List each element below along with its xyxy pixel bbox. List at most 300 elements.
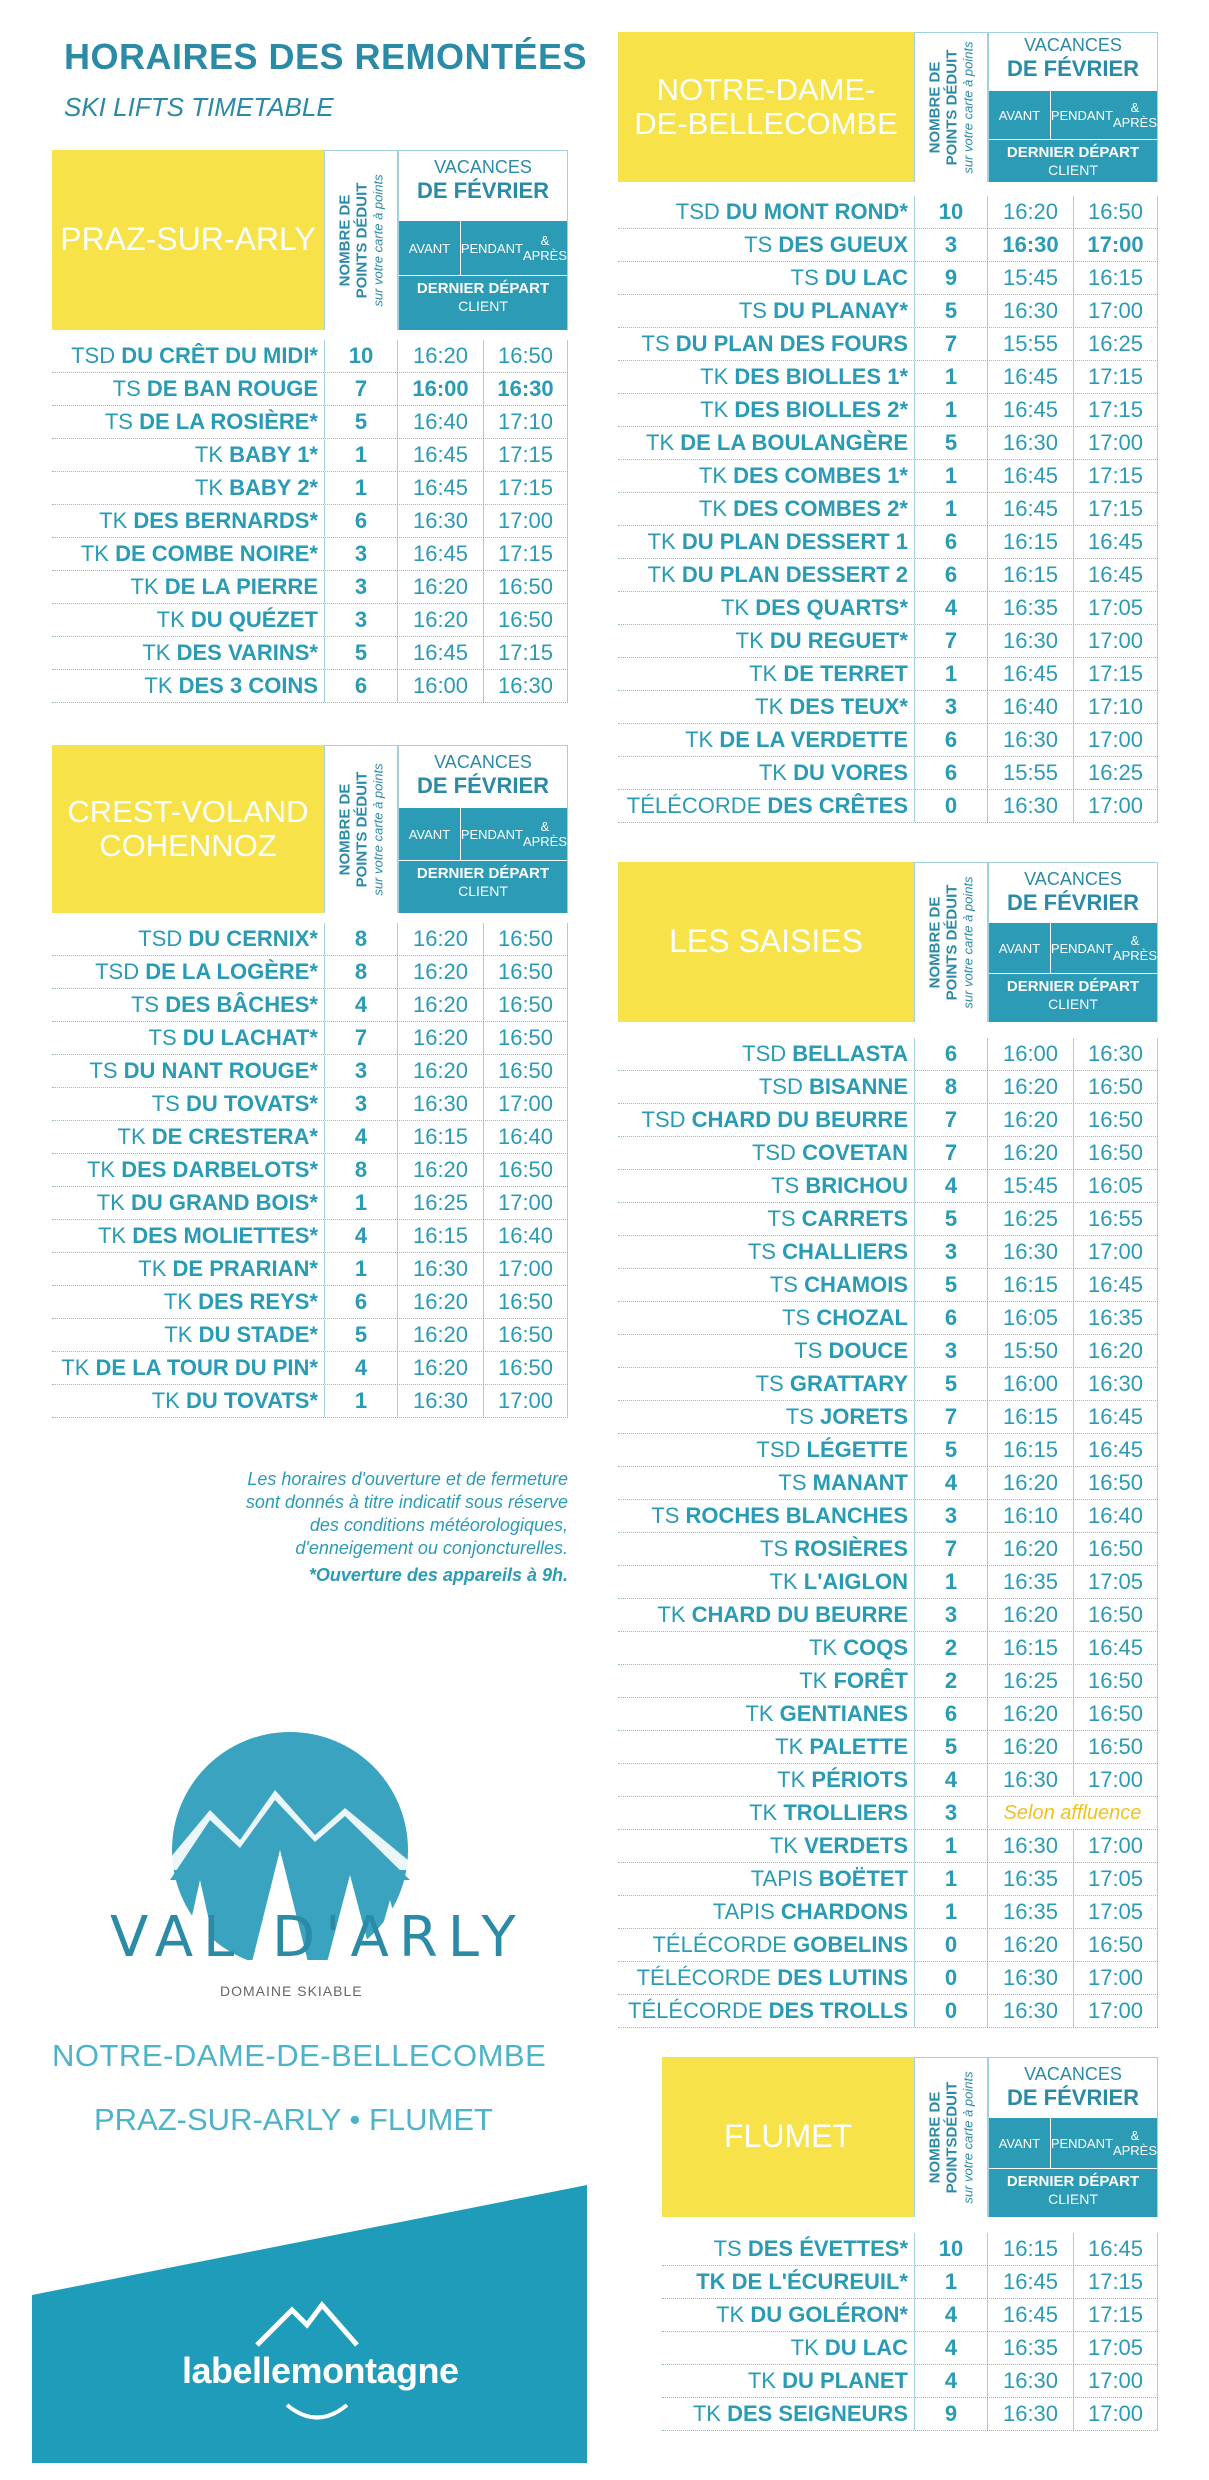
lift-label: GOBELINS bbox=[793, 1932, 908, 1957]
lift-type: TS bbox=[782, 1305, 811, 1330]
table-row bbox=[618, 1797, 1158, 1830]
lift-type: TS bbox=[794, 1338, 823, 1363]
points-cell: 2 bbox=[914, 1632, 988, 1664]
time-avant: 16:00 bbox=[412, 376, 469, 401]
lift-type: TK bbox=[698, 463, 728, 488]
lift-type: TK bbox=[86, 1157, 116, 1182]
lift-label: DU LACHAT* bbox=[182, 1025, 318, 1050]
points-cell: 7 bbox=[324, 373, 398, 405]
table-row bbox=[618, 592, 1158, 625]
vacances-header: VACANCES DE FÉVRIER AVANT PENDANT & APRÈS DERNIER DÉPART CLIENT bbox=[988, 32, 1158, 182]
lift-label: CARRETS bbox=[801, 1206, 908, 1231]
lift-name bbox=[52, 376, 324, 402]
lift-type: TK bbox=[142, 640, 171, 665]
lift-label: DU PLAN DESSERT 2 bbox=[681, 562, 908, 587]
lift-type: TÉLÉCORDE bbox=[628, 1998, 763, 2023]
time-pendant: 16:25 bbox=[1073, 757, 1158, 789]
time-pendant: 17:15 bbox=[483, 439, 568, 471]
lift-label: DU TOVATS* bbox=[185, 1091, 318, 1116]
time-avant: 16:20 bbox=[412, 607, 469, 632]
time-avant: 16:20 bbox=[412, 1289, 469, 1314]
lift-label: LÉGETTE bbox=[806, 1437, 908, 1462]
time-pendant: 17:00 bbox=[483, 1088, 568, 1120]
lift-name bbox=[618, 1965, 914, 1991]
lift-label: VERDETS bbox=[804, 1833, 908, 1858]
lift-label: DU LAC bbox=[824, 265, 908, 290]
table-row bbox=[618, 1863, 1158, 1896]
time-pendant: 17:15 bbox=[1073, 658, 1158, 690]
table-row bbox=[618, 1995, 1158, 2028]
lift-type: TK bbox=[163, 1289, 193, 1314]
lift-type: TSD bbox=[742, 1041, 787, 1066]
lift-name bbox=[52, 959, 324, 985]
lift-label: BISANNE bbox=[808, 1074, 908, 1099]
lift-label: DES ÉVETTES* bbox=[747, 2236, 908, 2261]
time-avant: 16:35 bbox=[1002, 595, 1059, 620]
time-pendant: 16:30 bbox=[483, 670, 568, 702]
lift-name bbox=[52, 1124, 324, 1150]
lift-name bbox=[618, 1173, 914, 1199]
lift-type: TSD bbox=[751, 1140, 796, 1165]
points-cell: 3 bbox=[914, 1500, 988, 1532]
points-cell: 4 bbox=[914, 2365, 988, 2397]
lift-label: DES BIOLLES 1* bbox=[734, 364, 908, 389]
points-header: NOMBRE DE POINTS DÉDUIT sur votre carte à points bbox=[324, 745, 398, 913]
lift-name bbox=[618, 1272, 914, 1298]
points-cell: 1 bbox=[914, 1896, 988, 1928]
points-cell: 7 bbox=[914, 328, 988, 360]
points-cell: 2 bbox=[914, 1665, 988, 1697]
table-row bbox=[52, 670, 568, 703]
lift-type: TS bbox=[767, 1206, 796, 1231]
table-row bbox=[618, 1170, 1158, 1203]
lift-label: DU PLAN DESSERT 1 bbox=[681, 529, 908, 554]
time-pendant: 17:00 bbox=[1073, 2365, 1158, 2397]
lift-name bbox=[618, 529, 914, 555]
points-cell: 0 bbox=[914, 1995, 988, 2027]
points-cell: 1 bbox=[914, 658, 988, 690]
time-avant: 16:05 bbox=[1002, 1305, 1059, 1330]
time-avant: 16:30 bbox=[1002, 1767, 1059, 1792]
table-row bbox=[618, 1566, 1158, 1599]
points-cell: 3 bbox=[324, 1088, 398, 1120]
time-pendant: 17:00 bbox=[483, 1385, 568, 1417]
lift-label: DU LAC bbox=[824, 2335, 908, 2360]
time-pendant: 16:40 bbox=[483, 1220, 568, 1252]
lift-label: DU TOVATS* bbox=[185, 1388, 318, 1413]
lift-type: TÉLÉCORDE bbox=[652, 1932, 787, 1957]
lift-name bbox=[52, 1190, 324, 1216]
lift-table bbox=[52, 340, 568, 703]
table-row bbox=[52, 340, 568, 373]
lift-type: TK bbox=[745, 1701, 774, 1726]
table-row bbox=[52, 1121, 568, 1154]
logo-name: VAL D'ARLY bbox=[110, 1905, 526, 1970]
lift-type: TK bbox=[698, 496, 728, 521]
time-pendant: 17:15 bbox=[1073, 2266, 1158, 2298]
lift-type: TS bbox=[769, 1272, 798, 1297]
time-avant: 16:45 bbox=[1002, 364, 1059, 389]
time-pendant: 16:20 bbox=[1073, 1335, 1158, 1367]
time-avant: 16:00 bbox=[1002, 1041, 1059, 1066]
points-cell: 3 bbox=[914, 1236, 988, 1268]
table-row bbox=[52, 923, 568, 956]
time-avant: 16:30 bbox=[1002, 727, 1059, 752]
lift-type: TK bbox=[130, 574, 159, 599]
time-avant: 16:00 bbox=[1002, 1371, 1059, 1396]
time-pendant: 17:15 bbox=[1073, 493, 1158, 525]
points-cell: 1 bbox=[324, 1385, 398, 1417]
time-avant: 16:00 bbox=[412, 673, 469, 698]
lift-label: FORÊT bbox=[833, 1668, 908, 1693]
time-avant: 16:20 bbox=[412, 926, 469, 951]
lift-name bbox=[618, 628, 914, 654]
time-avant: 16:45 bbox=[412, 640, 469, 665]
table-row bbox=[618, 460, 1158, 493]
table-row bbox=[52, 1220, 568, 1253]
points-cell: 1 bbox=[914, 2266, 988, 2298]
lift-label: DU VORES bbox=[793, 760, 908, 785]
time-pendant: 17:05 bbox=[1073, 1896, 1158, 1928]
lift-label: DU PLANET bbox=[782, 2368, 908, 2393]
points-cell: 4 bbox=[324, 989, 398, 1021]
lift-name bbox=[52, 508, 324, 534]
table-row bbox=[662, 2365, 1158, 2398]
time-avant: 16:15 bbox=[1002, 1635, 1059, 1660]
lift-type: TSD bbox=[641, 1107, 686, 1132]
lift-label: DE LA LOGÈRE* bbox=[145, 959, 318, 984]
section-notre-dame bbox=[618, 32, 1158, 823]
time-avant: 16:15 bbox=[1002, 529, 1059, 554]
lift-name bbox=[618, 463, 914, 489]
lift-type: TSD bbox=[138, 926, 183, 951]
lift-type: TSD bbox=[675, 199, 720, 224]
table-row bbox=[618, 757, 1158, 790]
lift-label: TROLLIERS bbox=[783, 1800, 908, 1825]
points-cell: 3 bbox=[324, 571, 398, 603]
table-row bbox=[618, 1071, 1158, 1104]
lift-type: TS bbox=[790, 265, 819, 290]
lift-name bbox=[618, 397, 914, 423]
points-cell: 5 bbox=[914, 1434, 988, 1466]
lift-label: BOËTET bbox=[818, 1866, 908, 1891]
points-cell: 8 bbox=[324, 1154, 398, 1186]
time-avant: 16:30 bbox=[1002, 1833, 1059, 1858]
brand-name: labellemontagne bbox=[182, 2350, 459, 2391]
lift-name bbox=[618, 1866, 914, 1892]
lift-type: TK bbox=[755, 694, 784, 719]
lift-table bbox=[52, 923, 568, 1418]
lift-type: TK bbox=[138, 1256, 167, 1281]
time-avant: 16:45 bbox=[1002, 2302, 1059, 2327]
time-pendant: 16:50 bbox=[483, 340, 568, 372]
time-pendant: 17:00 bbox=[1073, 427, 1158, 459]
time-avant: 16:20 bbox=[1002, 1074, 1059, 1099]
table-row bbox=[618, 1203, 1158, 1236]
time-avant: 16:35 bbox=[1002, 1569, 1059, 1594]
points-cell: 1 bbox=[324, 439, 398, 471]
table-row bbox=[52, 989, 568, 1022]
time-avant: 16:35 bbox=[1002, 2335, 1059, 2360]
points-cell: 7 bbox=[914, 1533, 988, 1565]
points-cell: 5 bbox=[914, 1203, 988, 1235]
lift-label: DE LA PIERRE bbox=[164, 574, 318, 599]
points-cell: 5 bbox=[914, 1368, 988, 1400]
lift-type: TÉLÉCORDE bbox=[636, 1965, 772, 1990]
lift-label: MANANT bbox=[812, 1470, 908, 1495]
lift-label: DU PLANAY* bbox=[773, 298, 908, 323]
table-row bbox=[662, 2266, 1158, 2299]
lift-type: TSD bbox=[71, 343, 116, 368]
time-avant: 16:15 bbox=[1002, 1437, 1059, 1462]
table-row bbox=[618, 625, 1158, 658]
time-avant: 16:45 bbox=[1002, 463, 1059, 488]
lift-name bbox=[618, 1536, 914, 1562]
table-row bbox=[618, 1335, 1158, 1368]
page-subtitle: SKI LIFTS TIMETABLE bbox=[64, 92, 334, 122]
lift-type: TK bbox=[700, 397, 729, 422]
time-avant: 16:30 bbox=[1002, 1965, 1059, 1990]
points-cell: 1 bbox=[914, 493, 988, 525]
lift-type: TSD bbox=[756, 1437, 801, 1462]
lift-label: DE L'ÉCUREUIL* bbox=[731, 2269, 908, 2294]
vacances-header: VACANCES DE FÉVRIER AVANT PENDANT & APRÈS DERNIER DÉPART CLIENT bbox=[398, 745, 568, 913]
table-row bbox=[52, 439, 568, 472]
time-pendant: 16:15 bbox=[1073, 262, 1158, 294]
points-cell: 4 bbox=[914, 2332, 988, 2364]
lift-label: CHARD DU BEURRE bbox=[691, 1107, 908, 1132]
lift-type: TK bbox=[96, 1190, 125, 1215]
points-cell: 3 bbox=[914, 1797, 988, 1829]
time-avant: 16:15 bbox=[1002, 2236, 1059, 2261]
time-avant: 16:35 bbox=[1002, 1866, 1059, 1891]
lift-name bbox=[618, 364, 914, 390]
time-pendant: 17:15 bbox=[483, 538, 568, 570]
time-avant: 16:20 bbox=[1002, 1701, 1059, 1726]
time-avant: 16:30 bbox=[1002, 2401, 1059, 2426]
time-pendant: 17:00 bbox=[1073, 1995, 1158, 2027]
points-cell: 6 bbox=[914, 1038, 988, 1070]
lift-label: JORETS bbox=[819, 1404, 908, 1429]
lift-type: TK bbox=[151, 1388, 180, 1413]
time-avant: 16:15 bbox=[412, 1124, 469, 1149]
lift-type: TS bbox=[778, 1470, 807, 1495]
lift-label: DES MOLIETTES* bbox=[132, 1223, 318, 1248]
points-cell: 10 bbox=[914, 196, 988, 228]
time-avant: 16:20 bbox=[412, 1058, 469, 1083]
table-row bbox=[618, 361, 1158, 394]
lift-name bbox=[618, 1668, 914, 1694]
lift-label: CHARDONS bbox=[780, 1899, 908, 1924]
time-avant: 16:45 bbox=[412, 541, 469, 566]
lift-name bbox=[618, 1437, 914, 1463]
table-row bbox=[618, 1698, 1158, 1731]
time-pendant: 16:45 bbox=[1073, 2233, 1158, 2265]
lift-label: DES GUEUX bbox=[778, 232, 908, 257]
table-row bbox=[618, 724, 1158, 757]
lift-name bbox=[618, 760, 914, 786]
lift-label: DES CRÊTES bbox=[767, 793, 908, 818]
time-pendant: 16:50 bbox=[1073, 1467, 1158, 1499]
lift-type: TK bbox=[808, 1635, 838, 1660]
vacances-header: VACANCES DE FÉVRIER AVANT PENDANT & APRÈS DERNIER DÉPART CLIENT bbox=[988, 2057, 1158, 2217]
time-avant: 16:20 bbox=[1002, 1932, 1059, 1957]
lift-type: TK bbox=[749, 661, 778, 686]
time-pendant: 16:50 bbox=[483, 1286, 568, 1318]
special-note: Selon affluence bbox=[988, 1797, 1158, 1829]
points-cell: 7 bbox=[914, 1401, 988, 1433]
resort-name: FLUMET bbox=[662, 2057, 914, 2217]
lift-name bbox=[52, 1355, 324, 1381]
points-cell: 1 bbox=[324, 1187, 398, 1219]
lift-name bbox=[52, 640, 324, 666]
points-cell: 8 bbox=[914, 1071, 988, 1103]
time-pendant: 17:00 bbox=[1073, 790, 1158, 822]
time-pendant: 16:30 bbox=[1073, 1038, 1158, 1070]
lift-name bbox=[618, 232, 914, 258]
time-pendant: 16:50 bbox=[1073, 1137, 1158, 1169]
lift-type: TK bbox=[144, 673, 173, 698]
time-avant: 16:20 bbox=[412, 343, 469, 368]
lift-name bbox=[662, 2302, 914, 2328]
time-avant: 16:30 bbox=[1002, 298, 1059, 323]
lift-name bbox=[618, 1239, 914, 1265]
points-cell: 6 bbox=[914, 526, 988, 558]
lift-label: PÉRIOTS bbox=[811, 1767, 908, 1792]
time-pendant: 17:00 bbox=[1073, 724, 1158, 756]
points-cell: 3 bbox=[914, 691, 988, 723]
lift-label: DE PRARIAN* bbox=[172, 1256, 318, 1281]
time-avant: 16:20 bbox=[412, 1025, 469, 1050]
time-avant: 16:40 bbox=[412, 409, 469, 434]
time-pendant: 16:50 bbox=[483, 923, 568, 955]
lift-name bbox=[618, 1602, 914, 1628]
time-pendant: 17:00 bbox=[1073, 1830, 1158, 1862]
points-cell: 3 bbox=[914, 229, 988, 261]
time-pendant: 17:15 bbox=[1073, 460, 1158, 492]
lift-name bbox=[52, 541, 324, 567]
time-pendant: 17:00 bbox=[483, 1187, 568, 1219]
lift-name bbox=[618, 1404, 914, 1430]
lift-type: TK bbox=[790, 2335, 819, 2360]
lift-name bbox=[662, 2269, 914, 2295]
lift-label: DES SEIGNEURS bbox=[727, 2401, 908, 2426]
table-row bbox=[618, 1104, 1158, 1137]
lift-type: TS bbox=[641, 331, 670, 356]
time-pendant: 17:00 bbox=[483, 1253, 568, 1285]
lift-type: TK bbox=[777, 1767, 806, 1792]
brand-banner bbox=[32, 2185, 587, 2463]
table-row bbox=[662, 2398, 1158, 2431]
lift-label: COVETAN bbox=[802, 1140, 908, 1165]
lift-type: TAPIS bbox=[712, 1899, 775, 1924]
lift-name bbox=[618, 1932, 914, 1958]
lift-type: TSD bbox=[758, 1074, 803, 1099]
points-cell: 3 bbox=[324, 1055, 398, 1087]
table-row bbox=[618, 658, 1158, 691]
time-pendant: 17:10 bbox=[483, 406, 568, 438]
time-pendant: 16:45 bbox=[1073, 559, 1158, 591]
lift-type: TK bbox=[164, 1322, 193, 1347]
lift-label: DES VARINS* bbox=[176, 640, 318, 665]
points-header: NOMBRE DE POINTS DÉDUIT sur votre carte à points bbox=[324, 150, 398, 330]
lift-name bbox=[618, 331, 914, 357]
time-avant: 16:30 bbox=[412, 508, 469, 533]
table-row bbox=[618, 493, 1158, 526]
table-row bbox=[52, 373, 568, 406]
table-row bbox=[618, 1962, 1158, 1995]
time-avant: 15:45 bbox=[1002, 265, 1059, 290]
lift-label: PALETTE bbox=[809, 1734, 908, 1759]
lift-name bbox=[618, 1305, 914, 1331]
time-avant: 16:30 bbox=[1002, 1239, 1059, 1264]
time-pendant: 16:50 bbox=[1073, 1698, 1158, 1730]
time-avant: 16:20 bbox=[1002, 1140, 1059, 1165]
lift-label: DES DARBELOTS* bbox=[121, 1157, 318, 1182]
time-avant: 16:20 bbox=[412, 574, 469, 599]
time-avant: 16:45 bbox=[412, 475, 469, 500]
lift-type: TK bbox=[61, 1355, 90, 1380]
lift-name bbox=[52, 1322, 324, 1348]
lift-type: TS bbox=[738, 298, 767, 323]
lift-type: TAPIS bbox=[750, 1866, 813, 1891]
table-row bbox=[618, 1896, 1158, 1929]
lift-type: TK bbox=[799, 1668, 828, 1693]
table-row bbox=[618, 790, 1158, 823]
table-row bbox=[618, 1236, 1158, 1269]
lift-label: DES BIOLLES 2* bbox=[734, 397, 908, 422]
lift-label: DU CRÊT DU MIDI* bbox=[121, 343, 318, 368]
lift-type: TS bbox=[713, 2236, 742, 2261]
lift-type: TS bbox=[771, 1173, 800, 1198]
lift-label: DU PLAN DES FOURS bbox=[675, 331, 908, 356]
lift-label: DU CERNIX* bbox=[188, 926, 318, 951]
lift-type: TS bbox=[130, 992, 160, 1017]
time-pendant: 16:50 bbox=[1073, 1533, 1158, 1565]
lift-label: CHOZAL bbox=[816, 1305, 908, 1330]
points-cell: 7 bbox=[914, 625, 988, 657]
table-row bbox=[618, 1467, 1158, 1500]
lift-name bbox=[618, 1338, 914, 1364]
lift-name bbox=[52, 409, 324, 435]
time-pendant: 16:50 bbox=[483, 956, 568, 988]
time-pendant: 16:50 bbox=[483, 1022, 568, 1054]
time-avant: 16:30 bbox=[1002, 232, 1059, 257]
table-row bbox=[618, 1401, 1158, 1434]
time-pendant: 17:00 bbox=[1073, 625, 1158, 657]
lift-name bbox=[618, 265, 914, 291]
lift-type: TK bbox=[749, 1800, 778, 1825]
lift-type: TÉLÉCORDE bbox=[626, 793, 762, 818]
lift-type: TS bbox=[112, 376, 141, 401]
time-pendant: 17:00 bbox=[1073, 1764, 1158, 1796]
lift-label: DES COMBES 1* bbox=[733, 463, 908, 488]
lift-name bbox=[52, 1157, 324, 1183]
time-avant: 16:45 bbox=[1002, 2269, 1059, 2294]
points-cell: 3 bbox=[914, 1599, 988, 1631]
time-pendant: 17:15 bbox=[1073, 361, 1158, 393]
table-row bbox=[618, 691, 1158, 724]
lift-label: COQS bbox=[843, 1635, 908, 1660]
lift-label: L'AIGLON bbox=[803, 1569, 908, 1594]
lift-type: TK bbox=[99, 508, 128, 533]
lift-name bbox=[618, 1470, 914, 1496]
points-cell: 0 bbox=[914, 1962, 988, 1994]
points-cell: 5 bbox=[914, 1731, 988, 1763]
points-header: NOMBRE DE POINTS DÉDUIT sur votre carte à points bbox=[914, 862, 988, 1022]
time-pendant: 16:45 bbox=[1073, 1269, 1158, 1301]
points-cell: 7 bbox=[914, 1104, 988, 1136]
